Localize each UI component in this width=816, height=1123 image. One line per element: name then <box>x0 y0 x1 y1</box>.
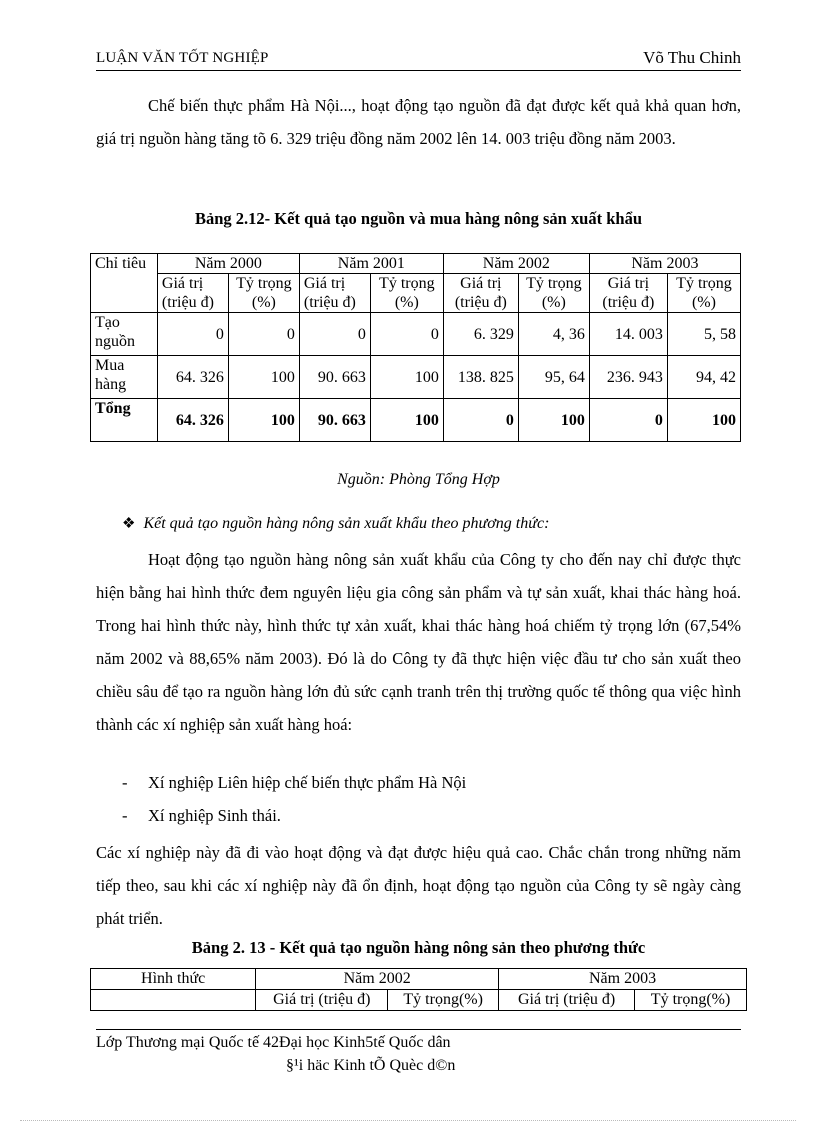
cell: 138. 825 <box>443 356 518 399</box>
row-label: Mua hàng <box>91 356 158 399</box>
empty-cell <box>91 990 256 1011</box>
row-label: Tạo nguồn <box>91 313 158 356</box>
table-1 <box>90 253 741 442</box>
cell: 5, 58 <box>667 313 740 356</box>
page-bottom-divider <box>20 1120 796 1121</box>
cell: 90. 663 <box>299 356 370 399</box>
header-year: Năm 2002 <box>443 254 589 274</box>
cell: 0 <box>228 313 299 356</box>
paragraph-3: Các xí nghiệp này đã đi vào hoạt động và đạt được hiệu quả cao. Chắc chắn trong những năm tiếp theo, sau khi các xí nghiệp này đã ổn định, hoạt động tạo nguồn của Công ty sẽ ngày càng phát triển. <box>96 843 741 928</box>
footer-line-2: §¹i häc Kinh tÕ Quèc d©n <box>286 1057 456 1074</box>
table2-caption: Bảng 2. 13 - Kết quả tạo nguồn hàng nông sản theo phương thức <box>191 938 646 957</box>
cell: 0 <box>370 313 443 356</box>
cell: 100 <box>518 399 589 442</box>
list-item <box>122 773 466 793</box>
list-text: Xí nghiệp Sinh thái. <box>148 806 281 825</box>
table1-caption: Bảng 2.12- Kết quả tạo nguồn và mua hàng nông sản xuất khẩu <box>194 209 642 228</box>
row-label: Tổng <box>91 399 158 442</box>
table-row <box>91 356 741 399</box>
table2-header-row <box>91 969 747 990</box>
cell: 95, 64 <box>518 356 589 399</box>
sub-value: Giá trị (triệu đ) <box>589 274 667 313</box>
page-header <box>96 48 741 71</box>
bullet-heading <box>122 514 549 533</box>
cell: 0 <box>157 313 228 356</box>
paragraph-1: Chế biến thực phẩm Hà Nội..., hoạt động tạo nguồn đã đạt được kết quả khả quan hơn, giá trị nguồn hàng tăng tõ 6. 329 triệu đồng năm 2002 lên 14. 003 triệu đồng năm 2003. <box>96 96 741 148</box>
cell: 6. 329 <box>443 313 518 356</box>
cell: 100 <box>228 399 299 442</box>
cell: 100 <box>370 356 443 399</box>
cell: 64. 326 <box>157 356 228 399</box>
table-row <box>91 313 741 356</box>
sub-pct: Tỷ trọng (%) <box>228 274 299 313</box>
header-year: Năm 2003 <box>589 254 740 274</box>
sub-pct: Tỷ trọng(%) <box>388 990 499 1011</box>
header-year: Năm 2000 <box>157 254 299 274</box>
paragraph-2: Hoạt động tạo nguồn hàng nông sản xuất khẩu của Công ty cho đến nay chỉ được thực hiện bằng hai hình thức đem nguyên liệu gia công sản phẩm và tự sản xuất, khai thác hàng hoá. Trong hai hình thức này, hình thức tự xản xuất, khai thác hàng hoá chiếm tỷ trọng lớn (67,54% năm 2002 và 88,65% năm 2003). Đó là do Công ty đã thực hiện việc đầu tư cho sản xuất theo chiều sâu để tạo ra nguồn hàng lớn đủ sức cạnh tranh trên thị trường quốc tế thông qua việc hình thành các xí nghiệp sản xuất hàng hoá: <box>96 550 741 734</box>
cell: 4, 36 <box>518 313 589 356</box>
list-dash: - <box>122 806 128 825</box>
header-left: LUẬN VĂN TỐT NGHIỆP <box>96 50 269 66</box>
cell: 0 <box>443 399 518 442</box>
sub-pct: Tỷ trọng (%) <box>667 274 740 313</box>
cell: 90. 663 <box>299 399 370 442</box>
cell: 100 <box>370 399 443 442</box>
page-footer <box>96 1029 741 1074</box>
table-row-total <box>91 399 741 442</box>
sub-value: Giá trị (triệu đ) <box>299 274 370 313</box>
cell: 0 <box>589 399 667 442</box>
header-right: Võ Thu Chinh <box>643 48 741 67</box>
sub-pct: Tỷ trọng (%) <box>370 274 443 313</box>
list-text: Xí nghiệp Liên hiệp chế biến thực phẩm Hà Nội <box>148 773 467 792</box>
list-item <box>122 806 281 826</box>
sub-value: Giá trị (triệu đ) <box>157 274 228 313</box>
diamond-bullet-icon: ❖ <box>122 516 136 532</box>
header-hinh-thuc: Hình thức <box>91 969 256 990</box>
footer-line-1: Lớp Thương mại Quốc tế 42Đại học Kinh5tế Quốc dân <box>96 1034 451 1051</box>
list-dash: - <box>122 773 128 792</box>
table1-header-row <box>91 254 741 274</box>
table1-subheader-row <box>91 274 741 313</box>
table1-source: Nguồn: Phòng Tổng Hợp <box>337 471 500 488</box>
cell: 94, 42 <box>667 356 740 399</box>
header-year: Năm 2002 <box>256 969 499 990</box>
header-year: Năm 2003 <box>499 969 747 990</box>
cell: 64. 326 <box>157 399 228 442</box>
table-2 <box>90 968 747 1011</box>
cell: 236. 943 <box>589 356 667 399</box>
sub-value: Giá trị (triệu đ) <box>499 990 635 1011</box>
bullet-text: Kết quả tạo nguồn hàng nông sản xuất khẩu theo phương thức: <box>143 515 550 532</box>
cell: 14. 003 <box>589 313 667 356</box>
table2-subheader-row <box>91 990 747 1011</box>
sub-pct: Tỷ trọng(%) <box>635 990 747 1011</box>
cell: 100 <box>228 356 299 399</box>
cell: 0 <box>299 313 370 356</box>
header-chi-tieu: Chỉ tiêu <box>91 254 158 313</box>
sub-value: Giá trị (triệu đ) <box>443 274 518 313</box>
sub-pct: Tỷ trọng (%) <box>518 274 589 313</box>
header-year: Năm 2001 <box>299 254 443 274</box>
sub-value: Giá trị (triệu đ) <box>256 990 388 1011</box>
cell: 100 <box>667 399 740 442</box>
